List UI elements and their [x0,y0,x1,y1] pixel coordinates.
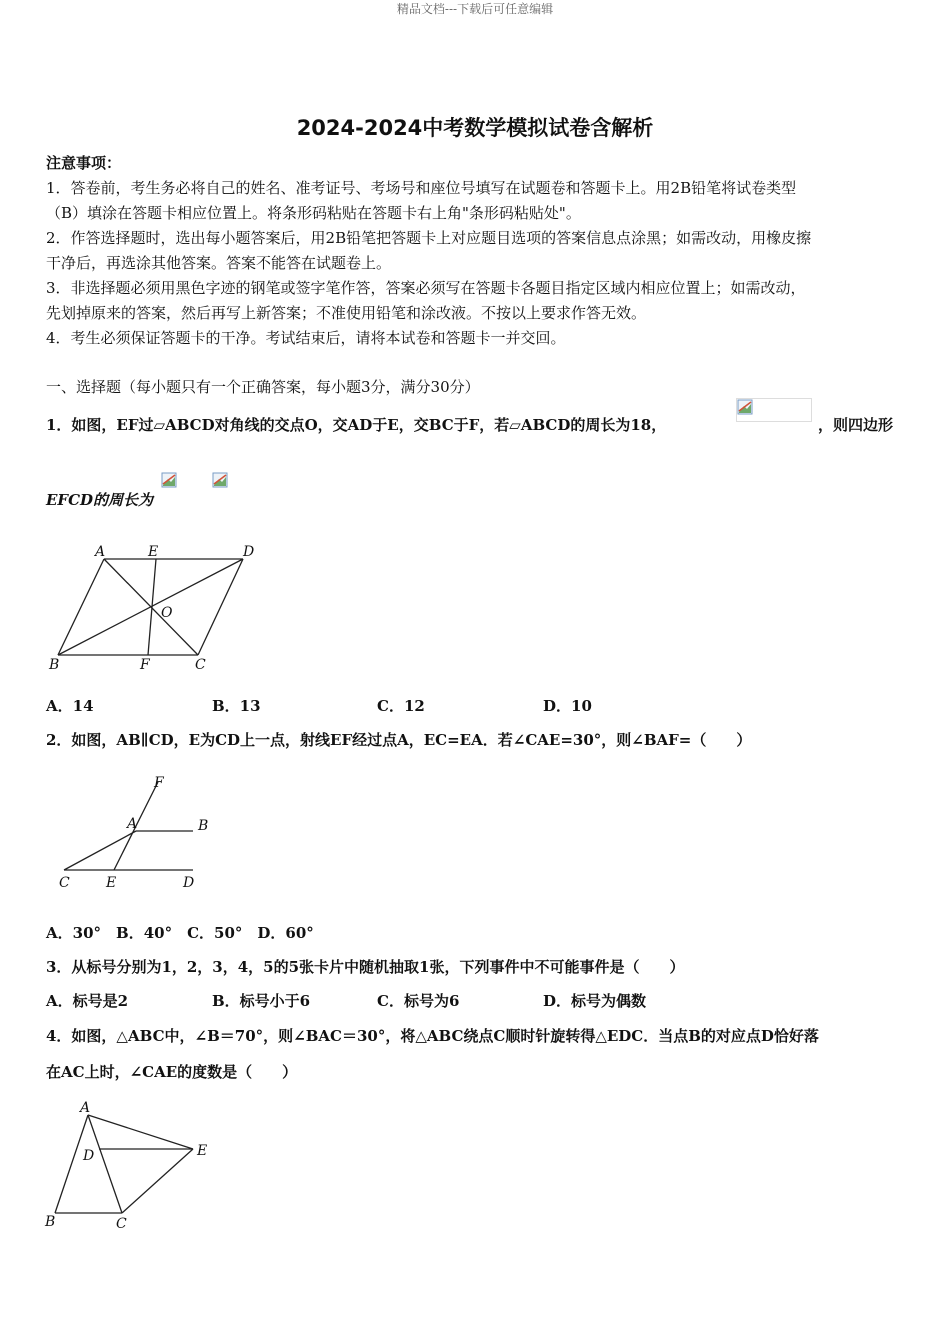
q3-choice-a: A．标号是2 [46,992,129,1010]
q1-choice-d: D．10 [543,697,592,715]
q1-choice-b: B．13 [212,697,261,715]
notes-line: 先划掉原来的答案，然后再写上新答案；不准使用铅笔和涂改液。不按以上要求作答无效。 [46,304,647,322]
q2-parallel-lines-figure [50,770,220,895]
point-label: B [49,657,60,673]
broken-image-placeholder [736,398,812,422]
q3-choice-c: C．标号为6 [377,992,460,1010]
point-label: B [45,1214,56,1230]
broken-image-icon [161,472,177,488]
broken-image-icon [212,472,228,488]
notes-line: 干净后，再选涂其他答案。答案不能答在试题卷上。 [46,254,392,272]
notes-line: 3．非选择题必须用黑色字迹的钢笔或签字笔作答，答案必须写在答题卡各题目指定区域内相应位置上；如需改动， [46,279,806,297]
broken-image-placeholder [161,472,177,496]
q1-text-line1-tail: ，则四边形 [818,416,894,434]
q1-text-line1: 1．如图，EF过▱ABCD对角线的交点O，交AD于E，交BC于F，若▱ABCD的周长为18， [46,416,667,434]
broken-image-placeholder [212,472,228,496]
point-label: E [197,1143,208,1159]
point-label: C [116,1216,127,1232]
q4-rotation-figure [40,1095,225,1235]
q1-choice-a: A．14 [46,697,94,715]
point-label: A [95,544,106,560]
point-label: A [127,816,138,832]
q1-parallelogram-figure [40,538,270,678]
point-label: D [243,544,255,560]
notes-heading: 注意事项： [46,154,122,172]
q1-choice-c: C．12 [377,697,425,715]
q4-text-line1: 4．如图，△ABC中，∠B＝70°，则∠BAC＝30°，将△ABC绕点C顺时针旋转得△EDC．当点B的对应点D恰好落 [46,1027,819,1045]
point-label: D [183,875,195,891]
diagonal-BD [58,559,243,655]
side-DC [198,559,243,655]
q2-text: 2．如图，AB∥CD，E为CD上一点，射线EF经过点A，EC=EA．若∠CAE=30°，则∠BAF=（ ） [46,731,752,749]
page-title: 2024-2024中考数学模拟试卷含解析 [296,116,654,140]
point-label: O [161,605,173,621]
side-BA [58,559,104,655]
point-label: F [140,657,150,673]
notes-line: 1．答卷前，考生务必将自己的姓名、准考证号、考场号和座位号填写在试题卷和答题卡上。用2B铅笔将试卷类型 [46,179,797,197]
broken-image-icon [737,399,753,415]
segment-CA [64,831,136,870]
q1-text-line2: EFCD的周长为 [46,491,154,509]
notes-line: 2．作答选择题时，选出每小题答案后，用2B铅笔把答题卡上对应题目选项的答案信息点涂黑；如需改动，用橡皮擦 [46,229,812,247]
side-AB [55,1115,88,1213]
notes-line: （B）填涂在答题卡相应位置上。将条形码粘贴在答题卡右上角"条形码粘贴处"。 [46,204,581,222]
q2-choices: A．30° B．40° C．50° D．60° [46,924,314,942]
q3-text: 3．从标号分别为1，2，3，4，5的5张卡片中随机抽取1张，下列事件中不可能事件是（ ） [46,958,685,976]
section-heading: 一、选择题（每小题只有一个正确答案，每小题3分，满分30分） [46,378,480,396]
notes-line: 4．考生必须保证答题卡的干净。考试结束后，请将本试卷和答题卡一并交回。 [46,329,566,347]
point-label: B [198,818,209,834]
point-label: D [83,1148,95,1164]
point-label: E [148,544,159,560]
q3-choice-d: D．标号为偶数 [543,992,647,1010]
segment-EC [122,1149,193,1213]
point-label: A [80,1100,91,1116]
q3-choice-b: B．标号小于6 [212,992,311,1010]
point-label: C [59,875,70,891]
point-label: F [154,775,164,791]
header-note: 精品文档---下载后可任意编辑 [396,2,554,16]
segment-AE [88,1115,193,1149]
side-AC [88,1115,122,1213]
point-label: E [106,875,117,891]
point-label: C [195,657,206,673]
q4-text-line2: 在AC上时，∠CAE的度数是（ ） [46,1063,298,1081]
